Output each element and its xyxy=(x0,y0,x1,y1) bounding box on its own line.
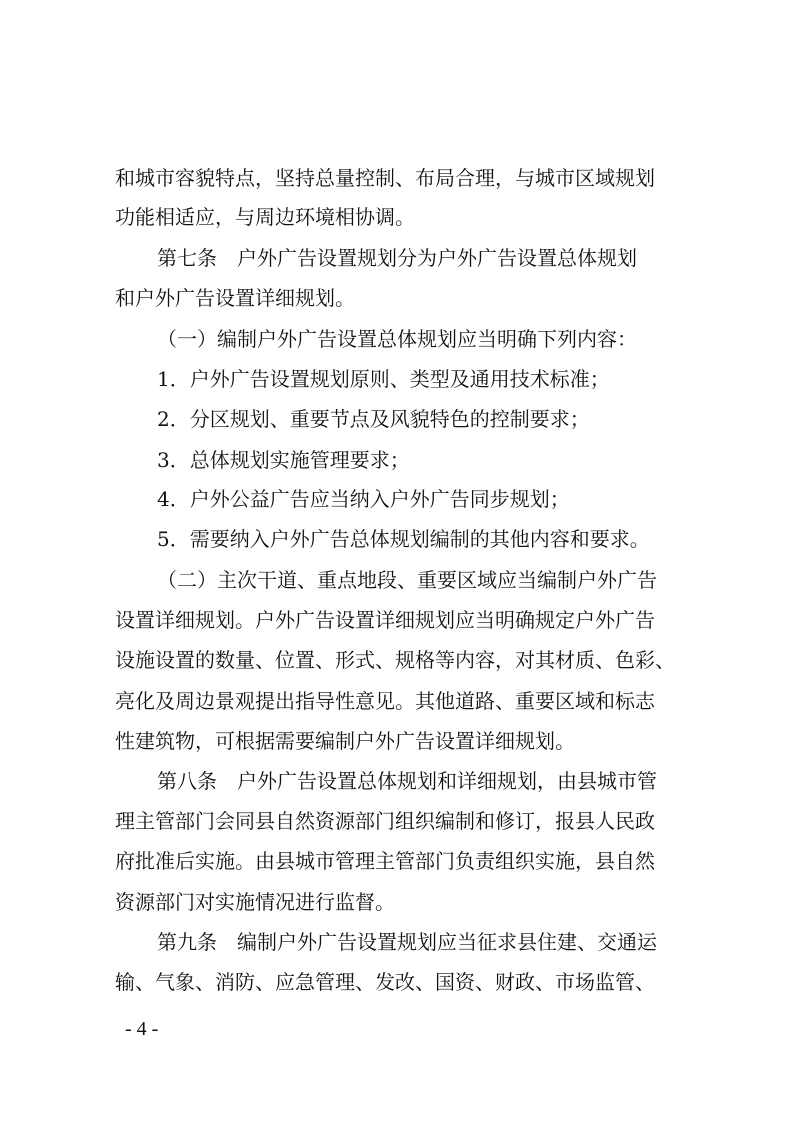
text-line: 府批准后实施。由县城市管理主管部门负责组织实施，县自然 xyxy=(115,849,655,873)
text-line: 输、气象、消防、应急管理、发改、国资、财政、市场监管、 xyxy=(115,970,655,994)
text-line: 理主管部门会同县自然资源部门组织编制和修订，报县人民政 xyxy=(115,809,655,833)
subsection-1-heading: （一）编制户外广告设置总体规划应当明确下列内容： xyxy=(157,327,637,351)
text-line: 亮化及周边景观提出指导性意见。其他道路、重要区域和标志 xyxy=(115,689,655,713)
text-line: 性建筑物，可根据需要编制户外广告设置详细规划。 xyxy=(115,729,575,753)
list-item: 3．总体规划实施管理要求； xyxy=(157,448,410,472)
article-8-heading-line: 第八条 户外广告设置总体规划和详细规划，由县城市管 xyxy=(157,769,657,793)
list-item: 4．户外公益广告应当纳入户外广告同步规划； xyxy=(157,487,570,511)
text-line: 功能相适应，与周边环境相协调。 xyxy=(115,205,415,229)
text-line: 和城市容貌特点，坚持总量控制、布局合理，与城市区域规划 xyxy=(115,166,655,190)
text-line: 设置详细规划。户外广告设置详细规划应当明确规定户外广告 xyxy=(115,608,655,632)
text-line: 资源部门对实施情况进行监督。 xyxy=(115,890,395,914)
list-item: 2．分区规划、重要节点及风貌特色的控制要求； xyxy=(157,407,590,431)
article-7-heading-line: 第七条 户外广告设置规划分为户外广告设置总体规划 xyxy=(157,246,637,270)
list-item: 5．需要纳入户外广告总体规划编制的其他内容和要求。 xyxy=(157,527,650,551)
text-line: 设施设置的数量、位置、形式、规格等内容，对其材质、色彩、 xyxy=(115,648,675,672)
subsection-2-heading: （二）主次干道、重点地段、重要区域应当编制户外广告 xyxy=(157,568,657,592)
text-line: 和户外广告设置详细规划。 xyxy=(115,286,355,310)
page-number: - 4 - xyxy=(125,1018,159,1040)
article-9-heading-line: 第九条 编制户外广告设置规划应当征求县住建、交通运 xyxy=(157,930,657,954)
list-item: 1．户外广告设置规划原则、类型及通用技术标准； xyxy=(157,367,610,391)
